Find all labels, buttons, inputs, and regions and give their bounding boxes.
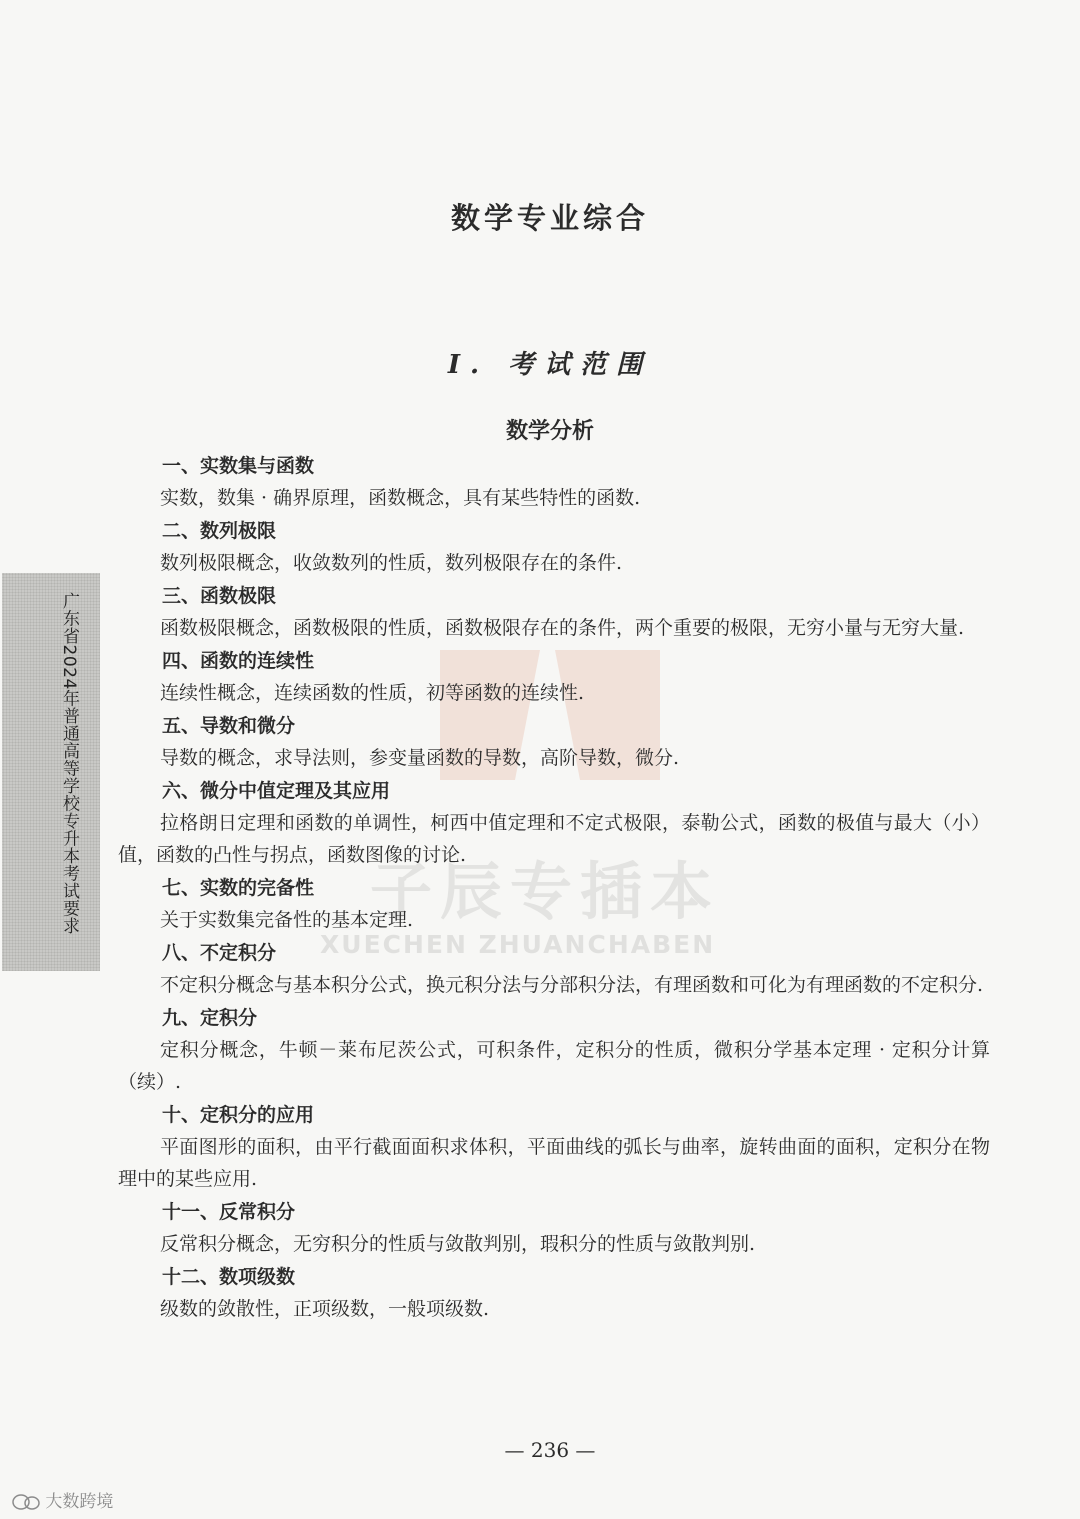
page-number: — 236 — xyxy=(504,1438,596,1462)
list-item xyxy=(118,1196,990,1260)
item-body: 不定积分概念与基本积分公式，换元积分法与分部积分法，有理函数和可化为有理函数的不定积分. xyxy=(160,974,984,996)
item-body: 平面图形的面积，由平行截面面积求体积，平面曲线的弧长与曲率，旋转曲面的面积，定积分在物理中的某些应用. xyxy=(118,1136,990,1190)
item-title: 十二、数项级数 xyxy=(162,1266,296,1288)
list-item xyxy=(118,580,990,644)
side-tab-text: 广东省2024年普通高等学校专升本考试要求 xyxy=(59,592,79,935)
list-item xyxy=(118,1002,990,1098)
item-title: 十一、反常积分 xyxy=(162,1201,296,1223)
footer-brand-text: 大数跨境 xyxy=(45,1492,114,1512)
item-body: 反常积分概念，无穷积分的性质与敛散判别，瑕积分的性质与敛散判别. xyxy=(160,1233,756,1255)
item-body: 实数，数集 · 确界原理，函数概念，具有某些特性的函数. xyxy=(160,487,641,509)
item-body: 连续性概念，连续函数的性质，初等函数的连续性. xyxy=(160,682,585,704)
list-item xyxy=(118,937,990,1001)
item-title: 三、函数极限 xyxy=(162,585,277,607)
item-title: 一、实数集与函数 xyxy=(162,455,315,477)
item-title: 七、实数的完备性 xyxy=(162,877,315,899)
item-body: 关于实数集完备性的基本定理. xyxy=(160,909,414,931)
list-item xyxy=(118,1099,990,1195)
item-title: 五、导数和微分 xyxy=(162,715,296,737)
item-title: 九、定积分 xyxy=(162,1007,258,1029)
item-body: 数列极限概念，收敛数列的性质，数列极限存在的条件. xyxy=(160,552,623,574)
item-title: 四、函数的连续性 xyxy=(162,650,315,672)
item-body: 拉格朗日定理和函数的单调性，柯西中值定理和不定式极限，泰勒公式，函数的极值与最大（小）值，函数的凸性与拐点，函数图像的讨论. xyxy=(118,812,990,866)
list-item xyxy=(118,1261,990,1325)
item-title: 六、微分中值定理及其应用 xyxy=(162,780,391,802)
list-item xyxy=(118,775,990,871)
item-body: 定积分概念，牛顿－莱布尼茨公式，可积条件，定积分的性质，微积分学基本定理 · 定积分计算（续）. xyxy=(118,1039,990,1093)
item-title: 十、定积分的应用 xyxy=(162,1104,315,1126)
chat-bubble-icon xyxy=(12,1493,40,1511)
list-item xyxy=(118,515,990,579)
section-heading: Ⅰ. 考试范围 xyxy=(447,350,653,380)
item-body: 函数极限概念，函数极限的性质，函数极限存在的条件，两个重要的极限，无穷小量与无穷大量. xyxy=(160,617,965,639)
list-item xyxy=(118,645,990,709)
list-item xyxy=(118,872,990,936)
footer-brand xyxy=(12,1487,113,1512)
watermark-en: XUECHEN ZHUANCHABEN xyxy=(320,930,716,959)
item-title: 二、数列极限 xyxy=(162,520,277,542)
syllabus-list xyxy=(118,450,990,1326)
watermark-cn: 子辰专插本 xyxy=(370,855,721,928)
side-tab xyxy=(2,573,100,971)
item-body: 级数的敛散性，正项级数，一般项级数. xyxy=(160,1298,490,1320)
item-title: 八、不定积分 xyxy=(162,942,277,964)
list-item xyxy=(118,450,990,514)
list-item xyxy=(118,710,990,774)
item-body: 导数的概念，求导法则，参变量函数的导数，高阶导数，微分. xyxy=(160,747,680,769)
page-title: 数学专业综合 xyxy=(450,201,649,235)
subsection-title: 数学分析 xyxy=(505,419,594,444)
